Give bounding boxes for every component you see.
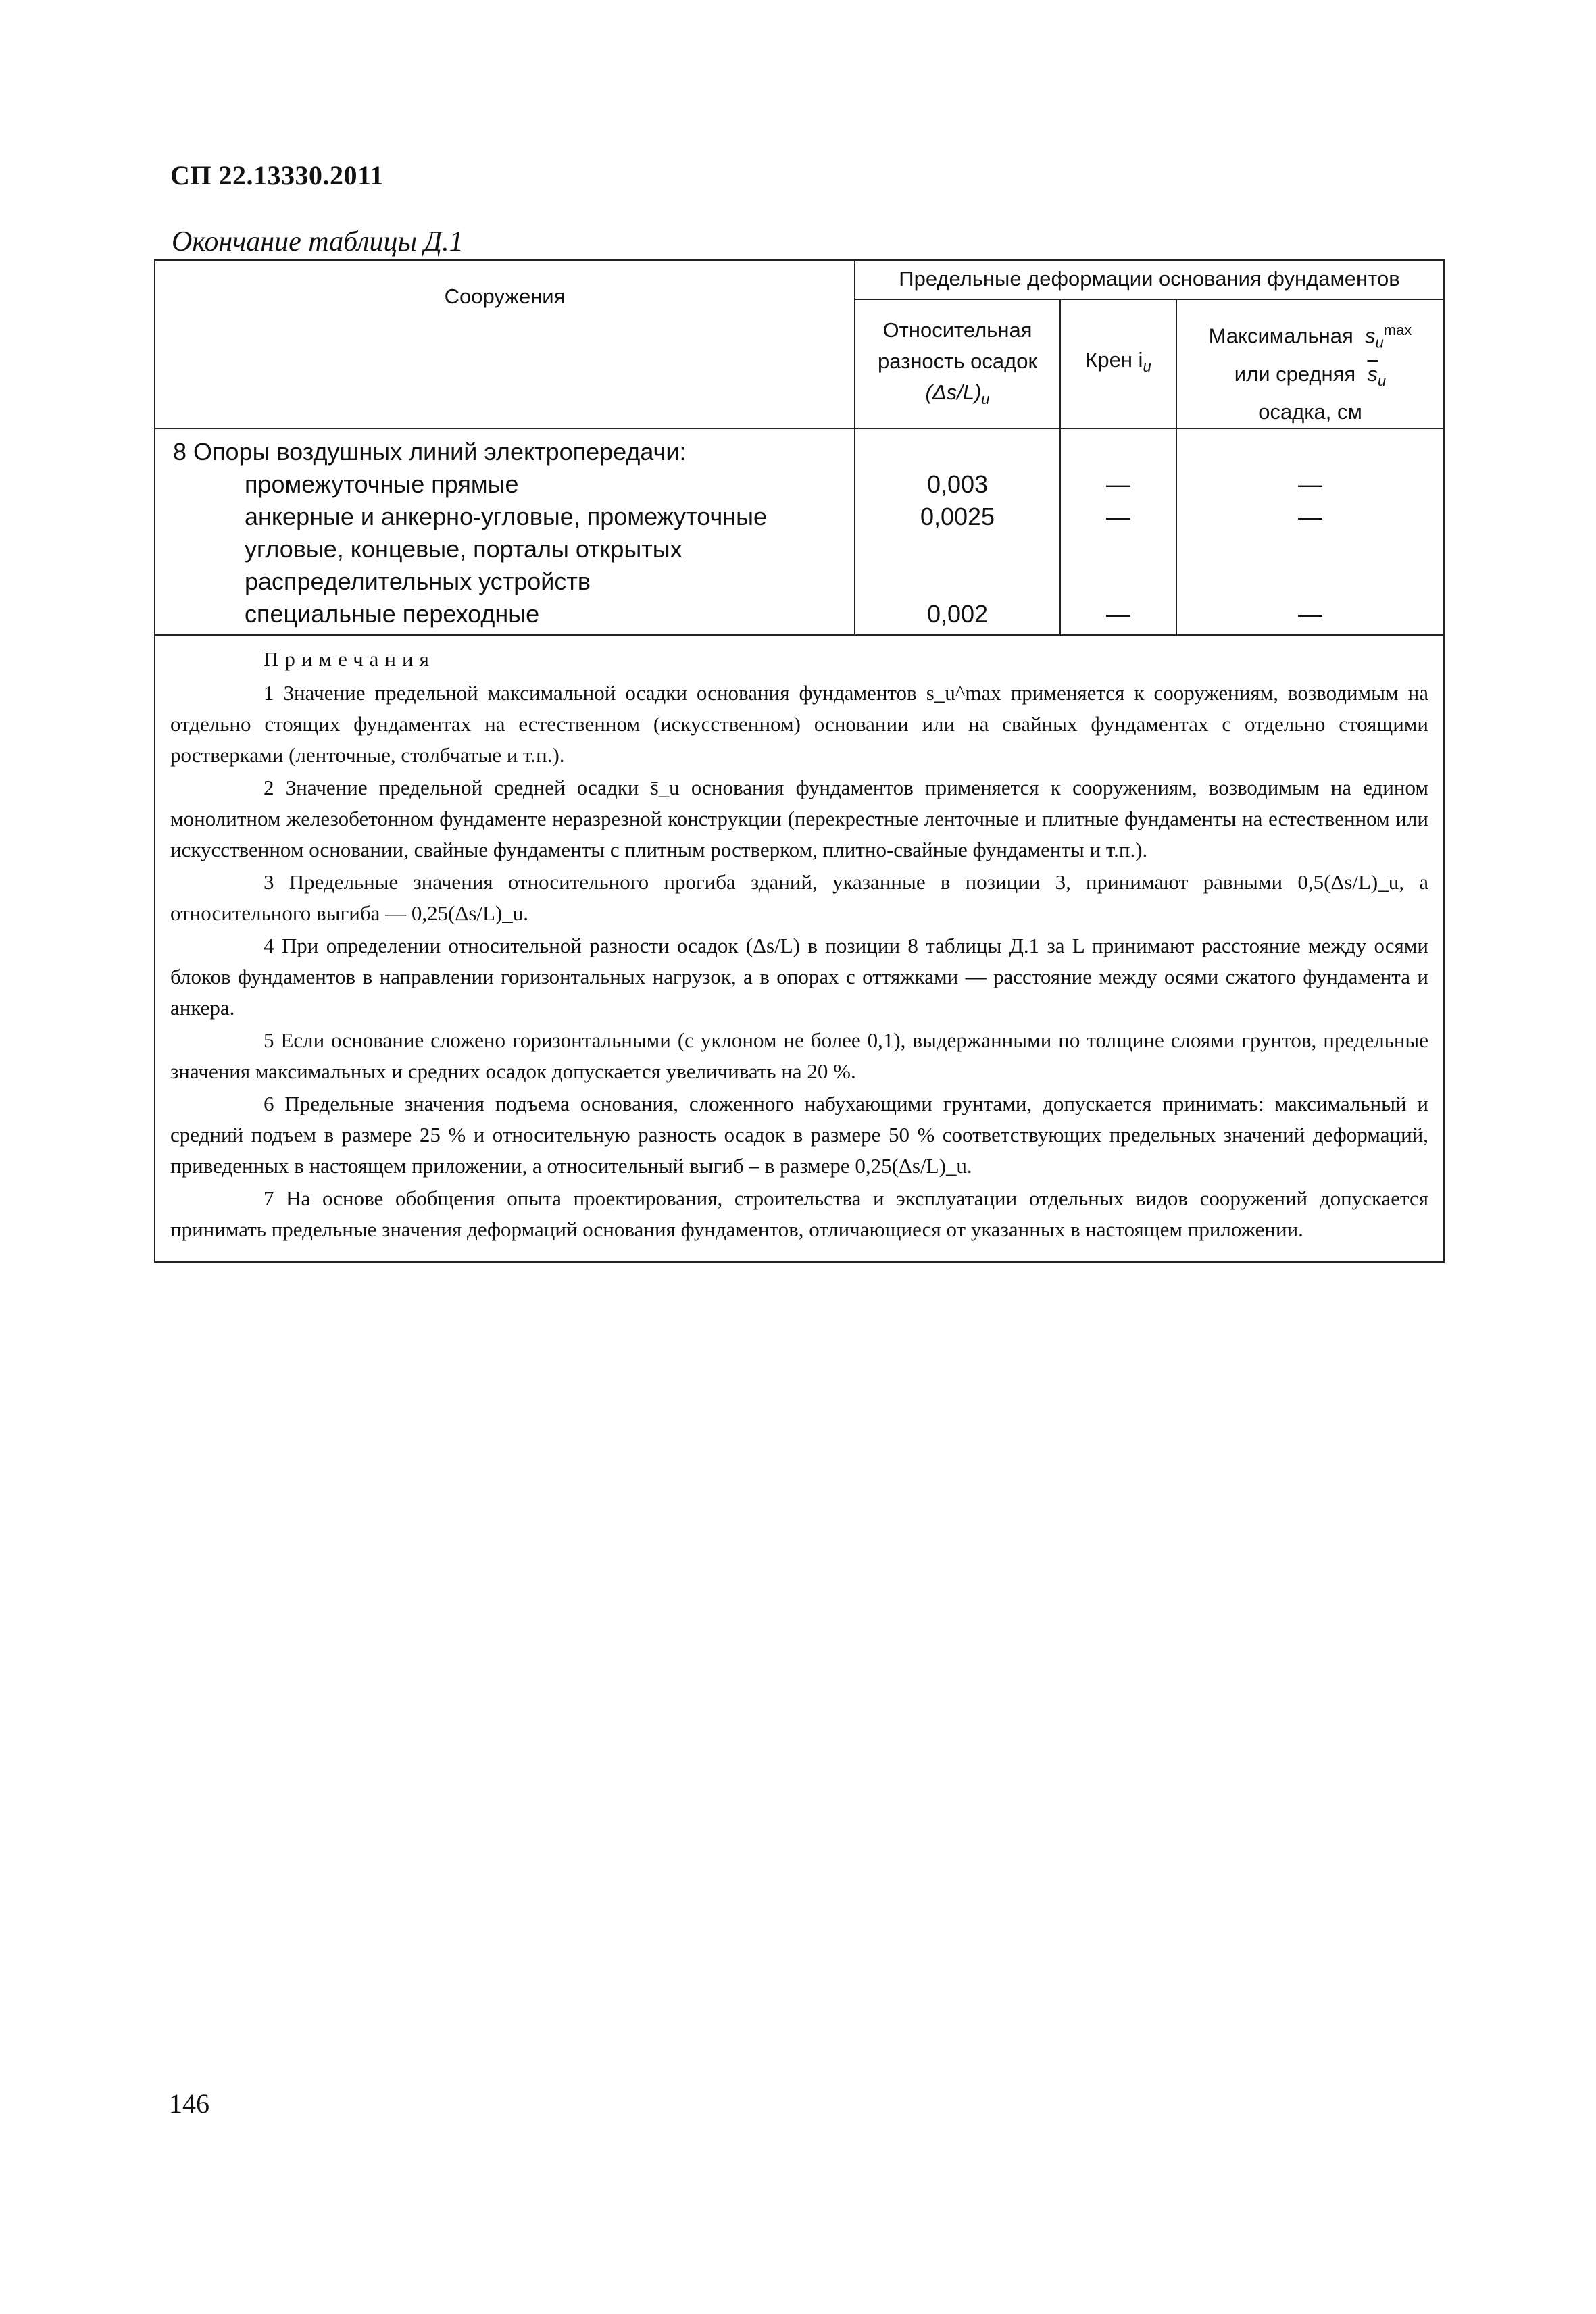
structures-cell: [155, 428, 855, 635]
header-avg-line: или средняя $\overline{s}_u$: [1234, 361, 1387, 389]
header-relative-line-2: разность осадок: [877, 349, 1038, 373]
header-tilt: Крен $i_u$: [1060, 299, 1176, 428]
tilt-values-cell: [1060, 428, 1176, 635]
header-relative-line-1: Относительная: [882, 318, 1032, 342]
cell-value: 0,002: [926, 599, 989, 628]
row-label: анкерные и анкерно-угловые, промежуточные: [245, 502, 768, 530]
row-label: промежуточные прямые: [245, 470, 519, 498]
header-avg-tail: осадка, см: [1258, 399, 1362, 424]
row-group-title: 8 Опоры воздушных линий электропередачи:: [173, 437, 687, 466]
header-max-line: Максимальная $s_u^{max}$: [1208, 322, 1412, 351]
deformation-table: [154, 259, 1445, 1263]
row-label: специальные переходные: [245, 599, 540, 628]
cell-value: —: [1106, 502, 1130, 530]
table-caption: Окончание таблицы Д.1: [172, 226, 464, 257]
header-relative-symbol: $(\Delta s/L)_u$: [925, 380, 990, 408]
notes-cell: [155, 635, 1444, 1262]
header-structures: Сооружения: [155, 260, 855, 428]
header-relative-settlement: [855, 299, 1060, 428]
cell-value: —: [1298, 599, 1322, 628]
note-item: 1 Значение предельной максимальной осадки основания фундаментов s_u^max применяется к сооружениям, возводимым на отдельно стоящих фундаментах на естественном (искусственном) основании или на свайных фундаментах с отдельно стоящими ростверками (ленточные, столбчатые и т.п.).: [170, 680, 1428, 767]
note-item: 4 При определении относительной разности осадок (Δs/L) в позиции 8 таблицы Д.1 за L принимают расстояние между осями блоков фундаментов в направлении горизонтальных нагрузок, а в опорах с оттяжками — расстояние между осями сжатого фундамента и анкера.: [170, 933, 1428, 1020]
cell-value: —: [1298, 502, 1322, 530]
note-item: 2 Значение предельной средней осадки s̄_u основания фундаментов применяется к сооружениям, возводимым на едином монолитном железобетонном фундаменте неразрезной конструкции (перекрестные ленточные и плитные фундаменты на естественном или искусственном основании, свайные фундаменты с плитным ростверком, плитно-свайные фундаменты и т.п.).: [170, 775, 1428, 861]
table-row: [155, 428, 1444, 635]
note-item: 5 Если основание сложено горизонтальными (с уклоном не более 0,1), выдержанными по толщине слоями грунтов, предельные значения максимальных и средних осадок допускается увеличивать на 20 %.: [170, 1028, 1428, 1083]
relative-values-cell: [855, 428, 1060, 635]
header-deformations-group: Предельные деформации основания фундаментов: [855, 260, 1444, 299]
note-item: 3 Предельные значения относительного прогиба зданий, указанные в позиции 3, принимают равными 0,5(Δs/L)_u, а относительного выгиба — 0,25(Δs/L)_u.: [170, 870, 1428, 925]
cell-value: —: [1298, 470, 1322, 498]
max-values-cell: [1176, 428, 1444, 635]
cell-value: 0,003: [926, 470, 989, 498]
cell-value: —: [1106, 470, 1130, 498]
cell-value: —: [1106, 599, 1130, 628]
page-number: 146: [169, 2088, 209, 2119]
header-max-avg-settlement: [1176, 299, 1444, 428]
row-label: распределительных устройств: [245, 567, 591, 595]
note-item: 6 Предельные значения подъема основания, сложенного набухающими грунтами, допускается принимать: максимальный и средний подъем в размере 25 % и относительную разность осадок в размере 50 % соответствующих предельных значений деформаций, приведенных в настоящем приложении, а относительный выгиб – в размере 0,25(Δs/L)_u.: [170, 1091, 1428, 1178]
document-code: СП 22.13330.2011: [170, 160, 384, 191]
row-label: угловые, концевые, порталы открытых: [245, 534, 682, 563]
cell-value: 0,0025: [920, 502, 995, 530]
notes-title: Примечания: [264, 647, 435, 671]
note-item: 7 На основе обобщения опыта проектирования, строительства и эксплуатации отдельных видов сооружений допускается принимать предельные значения деформаций основания фундаментов, отличающиеся от указанных в настоящем приложении.: [170, 1186, 1428, 1241]
